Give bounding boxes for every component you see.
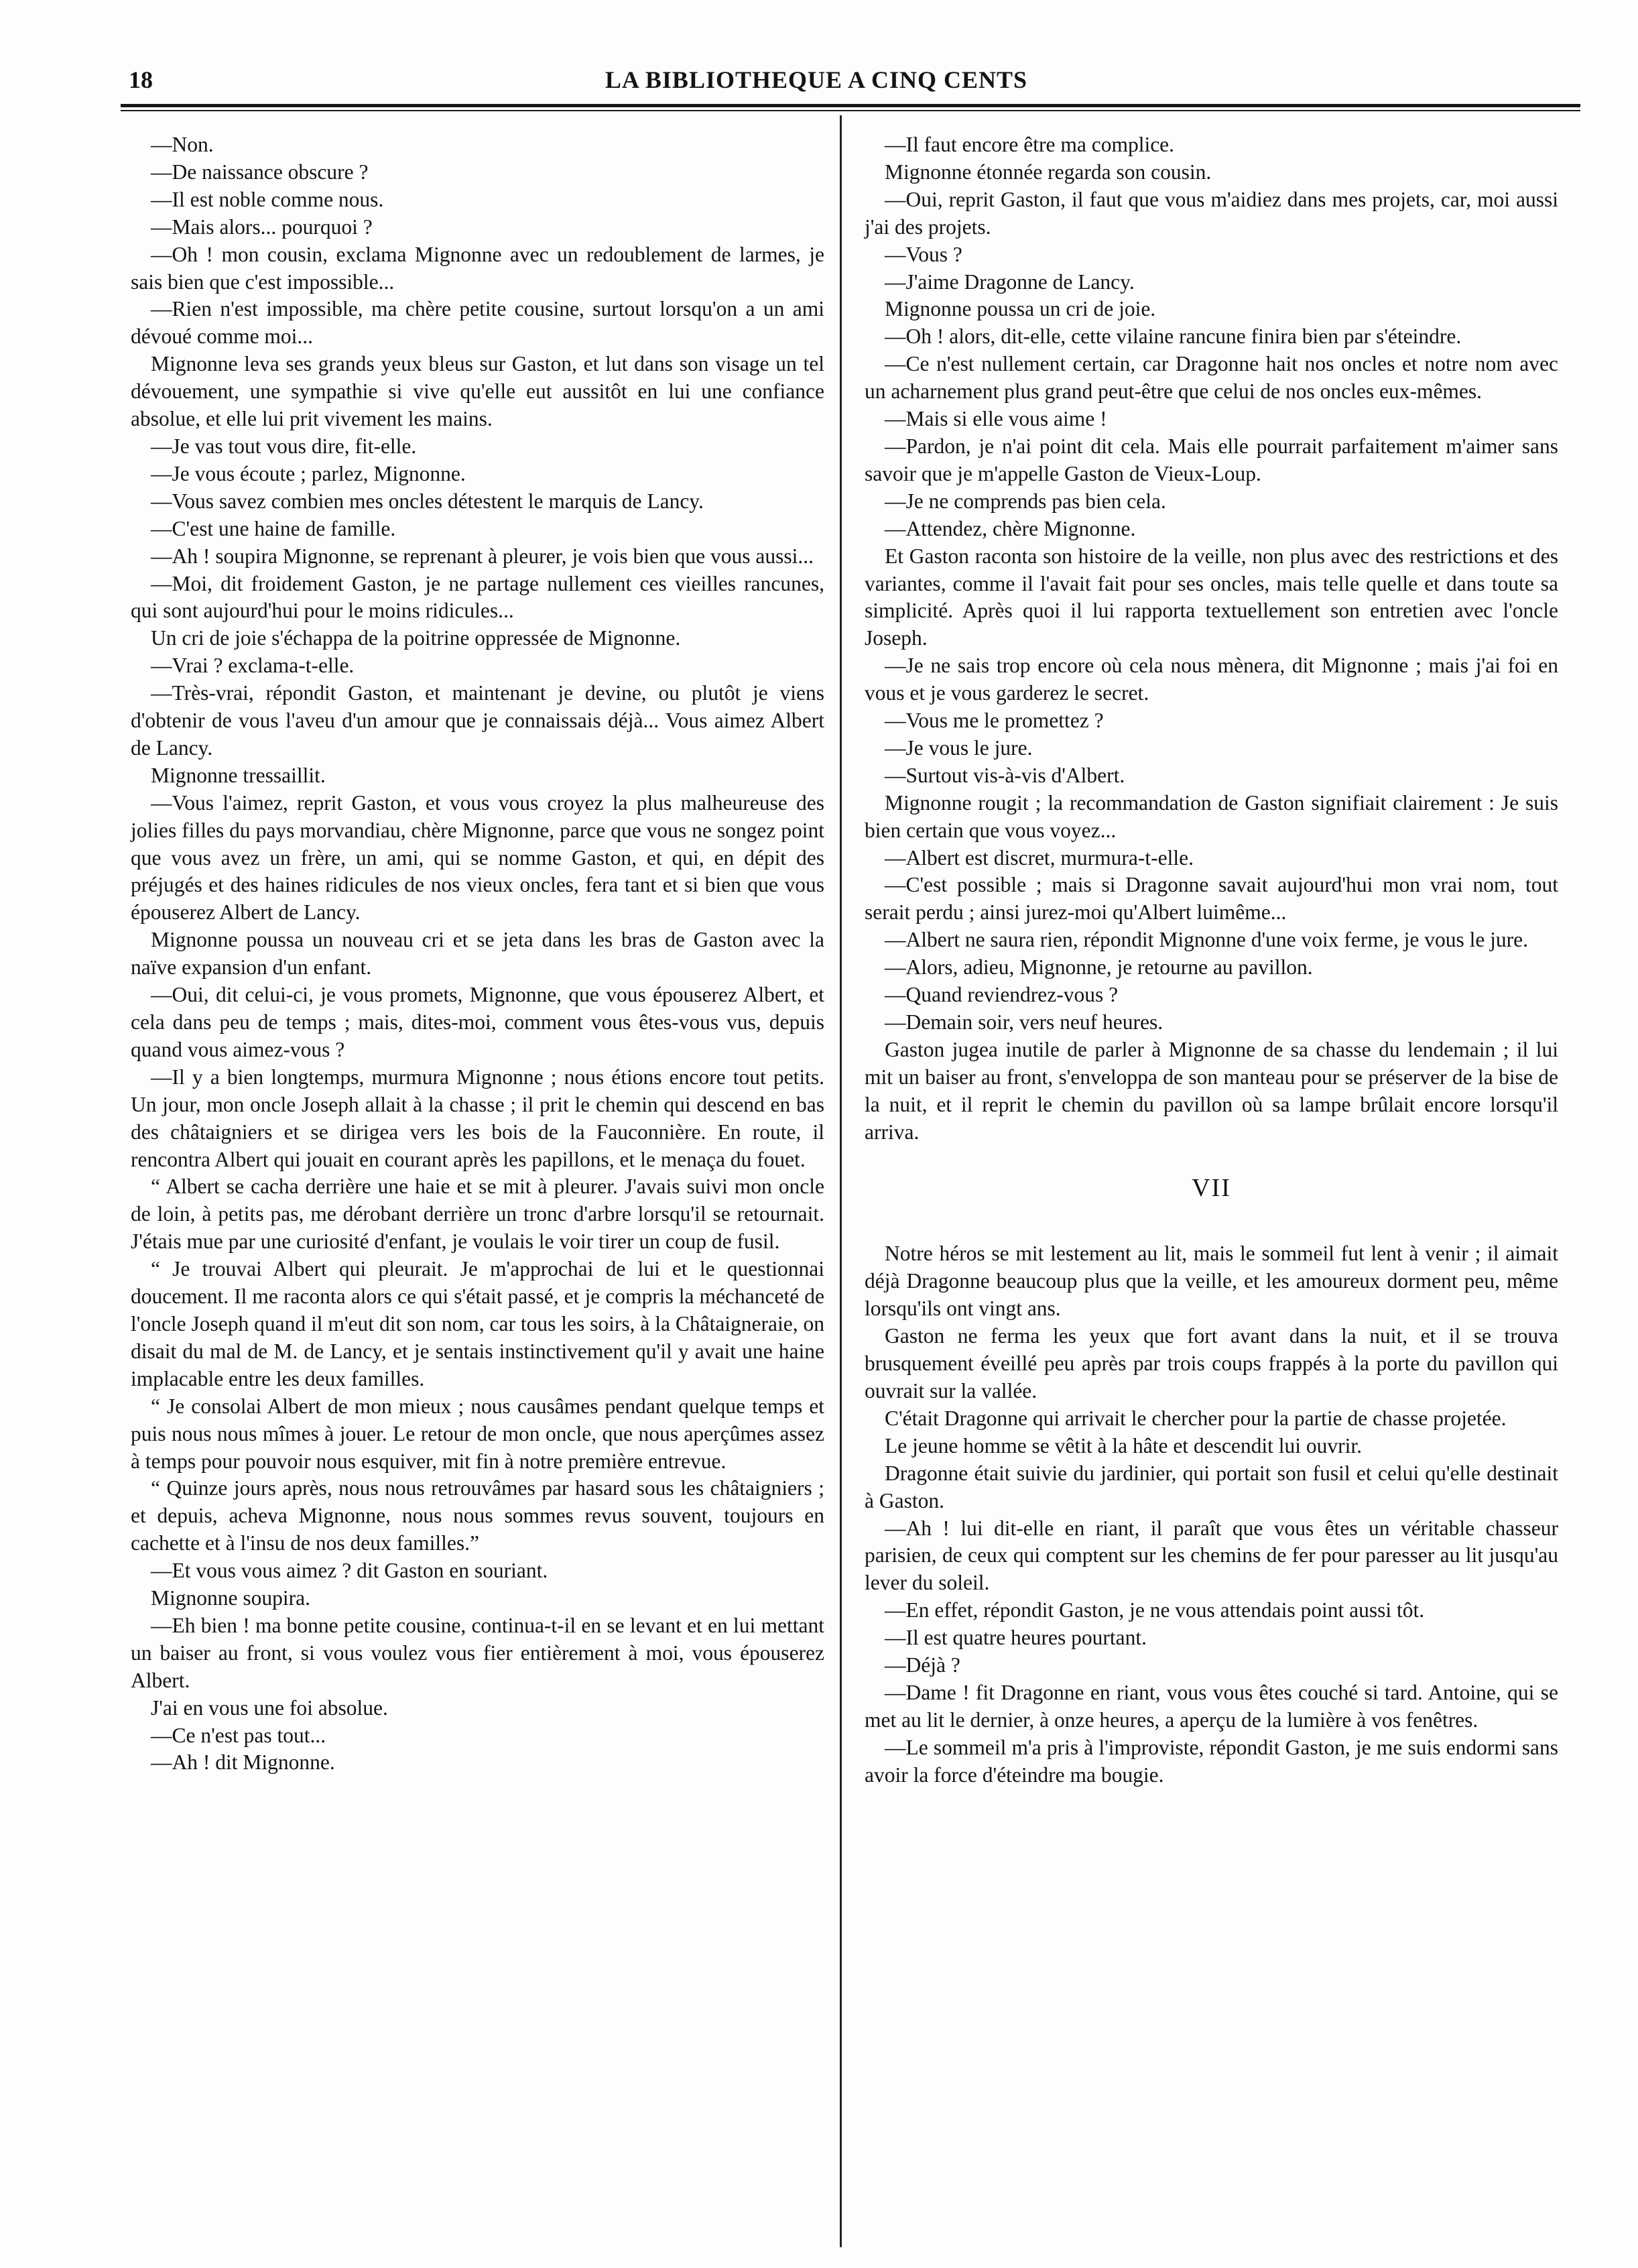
paragraph: Mignonne leva ses grands yeux bleus sur Gaston, et lut dans son visage un tel dévouement, une sympathie si vive qu'elle eut aussitôt en lui une confiance absolue, et elle lui prit vivement les mains. [131, 352, 824, 431]
paragraph: —Ah ! soupira Mignonne, se reprenant à pleurer, je vois bien que vous aussi... [151, 544, 814, 568]
paragraph: “ Je consolai Albert de mon mieux ; nous causâmes pendant quelque temps et puis nous nous mîmes à jouer. Le retour de mon oncle, que nous aperçûmes assez à temps pour pouvoir nous esquiver, mit fin à notre première entrevue. [131, 1394, 824, 1473]
paragraph: —Demain soir, vers neuf heures. [885, 1010, 1163, 1034]
paragraph: —Il est noble comme nous. [151, 187, 384, 211]
paragraph: —Vous l'aimez, reprit Gaston, et vous vous croyez la plus malheureuse des jolies filles du pays morvandiau, chère Mignonne, parce que vous ne songez point que vous avez un frère, un ami, qui se nomme Gaston, et qui, en dépit des préjugés et des haines ridicules de nos vieux oncles, fera tant et si bien que vous épouserez Albert de Lancy. [131, 790, 824, 924]
paragraph: —En effet, répondit Gaston, je ne vous attendais point aussi tôt. [885, 1598, 1425, 1622]
paragraph: —Vous savez combien mes oncles détestent le marquis de Lancy. [151, 489, 704, 513]
left-column [131, 131, 824, 1777]
paragraph: —Oui, dit celui-ci, je vous promets, Mignonne, que vous épouserez Albert, et cela dans peu de temps ; mais, dites-moi, comment vous êtes-vous vus, depuis quand vous aimez-vous ? [131, 983, 824, 1061]
paragraph: Gaston jugea inutile de parler à Mignonne de sa chasse du lendemain ; il lui mit un baiser au front, s'enveloppa de son manteau pour se préserver de la bise de la nuit, et il reprit le chemin du pavillon où sa lampe brûlait encore lorsqu'il arriva. [865, 1037, 1558, 1144]
paragraph: —Mais alors... pourquoi ? [151, 215, 373, 239]
paragraph: —Ah ! lui dit-elle en riant, il paraît que vous êtes un véritable chasseur parisien, de ceux qui comptent sur les chemins de fer pour paresser au lit jusqu'au lever du soleil. [865, 1516, 1558, 1595]
paragraph: —Déjà ? [885, 1653, 960, 1677]
paragraph: —Et vous vous aimez ? dit Gaston en souriant. [151, 1559, 548, 1583]
paragraph: Le jeune homme se vêtit à la hâte et descendit lui ouvrir. [885, 1433, 1363, 1457]
paragraph: Mignonne poussa un cri de joie. [885, 297, 1156, 321]
paragraph: Dragonne était suivie du jardinier, qui portait son fusil et celui qu'elle destinait à Gaston. [865, 1461, 1558, 1512]
paragraph: —Oh ! mon cousin, exclama Mignonne avec un redoublement de larmes, je sais bien que c'est impossible... [131, 242, 824, 294]
paragraph: —Il faut encore être ma complice. [885, 133, 1175, 156]
paragraph: —Je vous écoute ; parlez, Mignonne. [151, 461, 466, 485]
paragraph: Notre héros se mit lestement au lit, mais le sommeil fut lent à venir ; il aimait déjà Dragonne beaucoup plus que la veille, et les amoureux dorment peu, même lorsqu'ils ont vingt ans. [865, 1242, 1558, 1321]
paragraph: —Ce n'est pas tout... [151, 1723, 326, 1747]
paragraph: Gaston ne ferma les yeux que fort avant dans la nuit, et il se trouva brusquement éveillé peu après par trois coups frappés à la porte du pavillon qui ouvrait sur la vallée. [865, 1324, 1558, 1402]
paragraph: —Ah ! dit Mignonne. [151, 1750, 335, 1775]
paragraph: —Vous ? [885, 242, 962, 266]
paragraph: —Je vous le jure. [885, 735, 1033, 760]
paragraph: —Alors, adieu, Mignonne, je retourne au pavillon. [885, 955, 1313, 979]
page-header [86, 66, 1547, 102]
paragraph: —Oui, reprit Gaston, il faut que vous m'aidiez dans mes projets, car, moi aussi j'ai des projets. [865, 187, 1558, 239]
paragraph: —Attendez, chère Mignonne. [885, 516, 1136, 540]
column-divider [840, 115, 842, 2247]
paragraph: —Je ne sais trop encore où cela nous mènera, dit Mignonne ; mais j'ai foi en vous et je vous garderez le secret. [865, 654, 1558, 705]
paragraph: —Très-vrai, répondit Gaston, et maintenant je devine, ou plutôt je viens d'obtenir de vous l'aveu d'un amour que je connaissais déjà... Vous aimez Albert de Lancy. [131, 681, 824, 760]
paragraph: —Il y a bien longtemps, murmura Mignonne ; nous étions encore tout petits. Un jour, mon oncle Joseph allait à la chasse ; il prit le chemin qui descend en bas des châtaigniers et se dirigea vers les bois de la Fauconnière. En route, il rencontra Albert qui jouait en courant après les papillons, et le menaça du fouet. [131, 1065, 824, 1171]
paragraph: J'ai en vous une foi absolue. [151, 1695, 388, 1720]
paragraph: —Vrai ? exclama-t-elle. [151, 654, 355, 678]
paragraph: —Albert ne saura rien, répondit Mignonne d'une voix ferme, je vous le jure. [885, 928, 1529, 952]
paragraph: —C'est une haine de famille. [151, 516, 396, 540]
paragraph: Mignonne soupira. [151, 1586, 310, 1610]
header-rule-thin [121, 110, 1580, 111]
paragraph: —Mais si elle vous aime ! [885, 407, 1107, 431]
running-title: LA BIBLIOTHEQUE A CINQ CENTS [605, 66, 1028, 93]
paragraph: —C'est possible ; mais si Dragonne savait aujourd'hui mon vrai nom, tout serait perdu ; ainsi jurez-moi qu'Albert luimême... [865, 873, 1558, 924]
paragraph: —Eh bien ! ma bonne petite cousine, continua-t-il en se levant et en lui mettant un baiser au front, si vous voulez vous fier entièrement à moi, vous épouserez Albert. [131, 1613, 824, 1692]
paragraph: —Je ne comprends pas bien cela. [885, 489, 1166, 513]
right-column [865, 131, 1558, 1789]
chapter-heading: VII [1192, 1173, 1231, 1202]
paragraph: —Rien n'est impossible, ma chère petite cousine, surtout lorsqu'on a un ami dévoué comme moi... [131, 297, 824, 349]
paragraph: Mignonne poussa un nouveau cri et se jeta dans les bras de Gaston avec la naïve expansion d'un enfant. [131, 928, 824, 979]
paragraph: —Ce n'est nullement certain, car Dragonne hait nos oncles et notre nom avec un acharnement plus grand peut-être que celui de nos oncles eux-mêmes. [865, 352, 1558, 404]
paragraph: “ Albert se cacha derrière une haie et se mit à pleurer. J'avais suivi mon oncle de loin, à petits pas, me dérobant derrière un tronc d'arbre lorsqu'il se retournait. J'étais mue par une curiosité d'enfant, je voulais le voir tirer un coup de fusil. [131, 1175, 824, 1254]
paragraph: Et Gaston raconta son histoire de la veille, non plus avec des restrictions et des variantes, comme il l'avait fait pour ses oncles, mais telle quelle et dans toute sa simplicité. Après quoi il lui rapporta textuellement son entretien avec l'oncle Joseph. [865, 544, 1558, 650]
paragraph: —Pardon, je n'ai point dit cela. Mais elle pourrait parfaitement m'aimer sans savoir que je m'appelle Gaston de Vieux-Loup. [865, 434, 1558, 485]
paragraph: —Je vas tout vous dire, fit-elle. [151, 434, 417, 458]
paragraph: —Oh ! alors, dit-elle, cette vilaine rancune finira bien par s'éteindre. [885, 324, 1462, 349]
paragraph: Mignonne rougit ; la recommandation de Gaston signifiait clairement : Je suis bien certain que vous voyez... [865, 790, 1558, 842]
paragraph: —Le sommeil m'a pris à l'improviste, répondit Gaston, je me suis endormi sans avoir la force d'éteindre ma bougie. [865, 1735, 1558, 1787]
paragraph: Mignonne tressaillit. [151, 763, 326, 787]
page-number: 18 [129, 66, 153, 93]
paragraph: —Non. [151, 133, 214, 156]
paragraph: —Quand reviendrez-vous ? [885, 983, 1119, 1007]
paragraph: —Moi, dit froidement Gaston, je ne partage nullement ces vieilles rancunes, qui sont aujourd'hui pour le moins ridicules... [131, 571, 824, 623]
paragraph: Mignonne étonnée regarda son cousin. [885, 160, 1212, 184]
paragraph: Un cri de joie s'échappa de la poitrine oppressée de Mignonne. [151, 626, 681, 650]
paragraph: —Albert est discret, murmura-t-elle. [885, 845, 1194, 870]
paragraph: —De naissance obscure ? [151, 160, 369, 184]
paragraph: —Dame ! fit Dragonne en riant, vous vous êtes couché si tard. Antoine, qui se met au lit le dernier, à onze heures, a aperçu de la lumière à vos fenêtres. [865, 1680, 1558, 1732]
paragraph: “ Je trouvai Albert qui pleurait. Je m'approchai de lui et le questionnai doucement. Il me raconta alors ce qui s'était passé, et je compris la méchanceté de l'oncle Joseph quand il m'eut dit son nom, car tous les soirs, à la Châtaigneraie, on disait du mal de M. de Lancy, et je sentais instinctivement qu'il y avait une haine implacable entre les deux familles. [131, 1257, 824, 1390]
paragraph: —J'aime Dragonne de Lancy. [885, 270, 1135, 294]
paragraph: “ Quinze jours après, nous nous retrouvâmes par hasard sous les châtaigniers ; et depuis, acheva Mignonne, nous nous sommes revus souvent, toujours en cachette et à l'insu de nos deux familles.” [131, 1476, 824, 1555]
paragraph: C'était Dragonne qui arrivait le chercher pour la partie de chasse projetée. [885, 1406, 1507, 1430]
paragraph: —Il est quatre heures pourtant. [885, 1626, 1147, 1650]
header-rule-thick [121, 104, 1580, 107]
paragraph: —Vous me le promettez ? [885, 709, 1104, 733]
paragraph: —Surtout vis-à-vis d'Albert. [885, 763, 1125, 787]
